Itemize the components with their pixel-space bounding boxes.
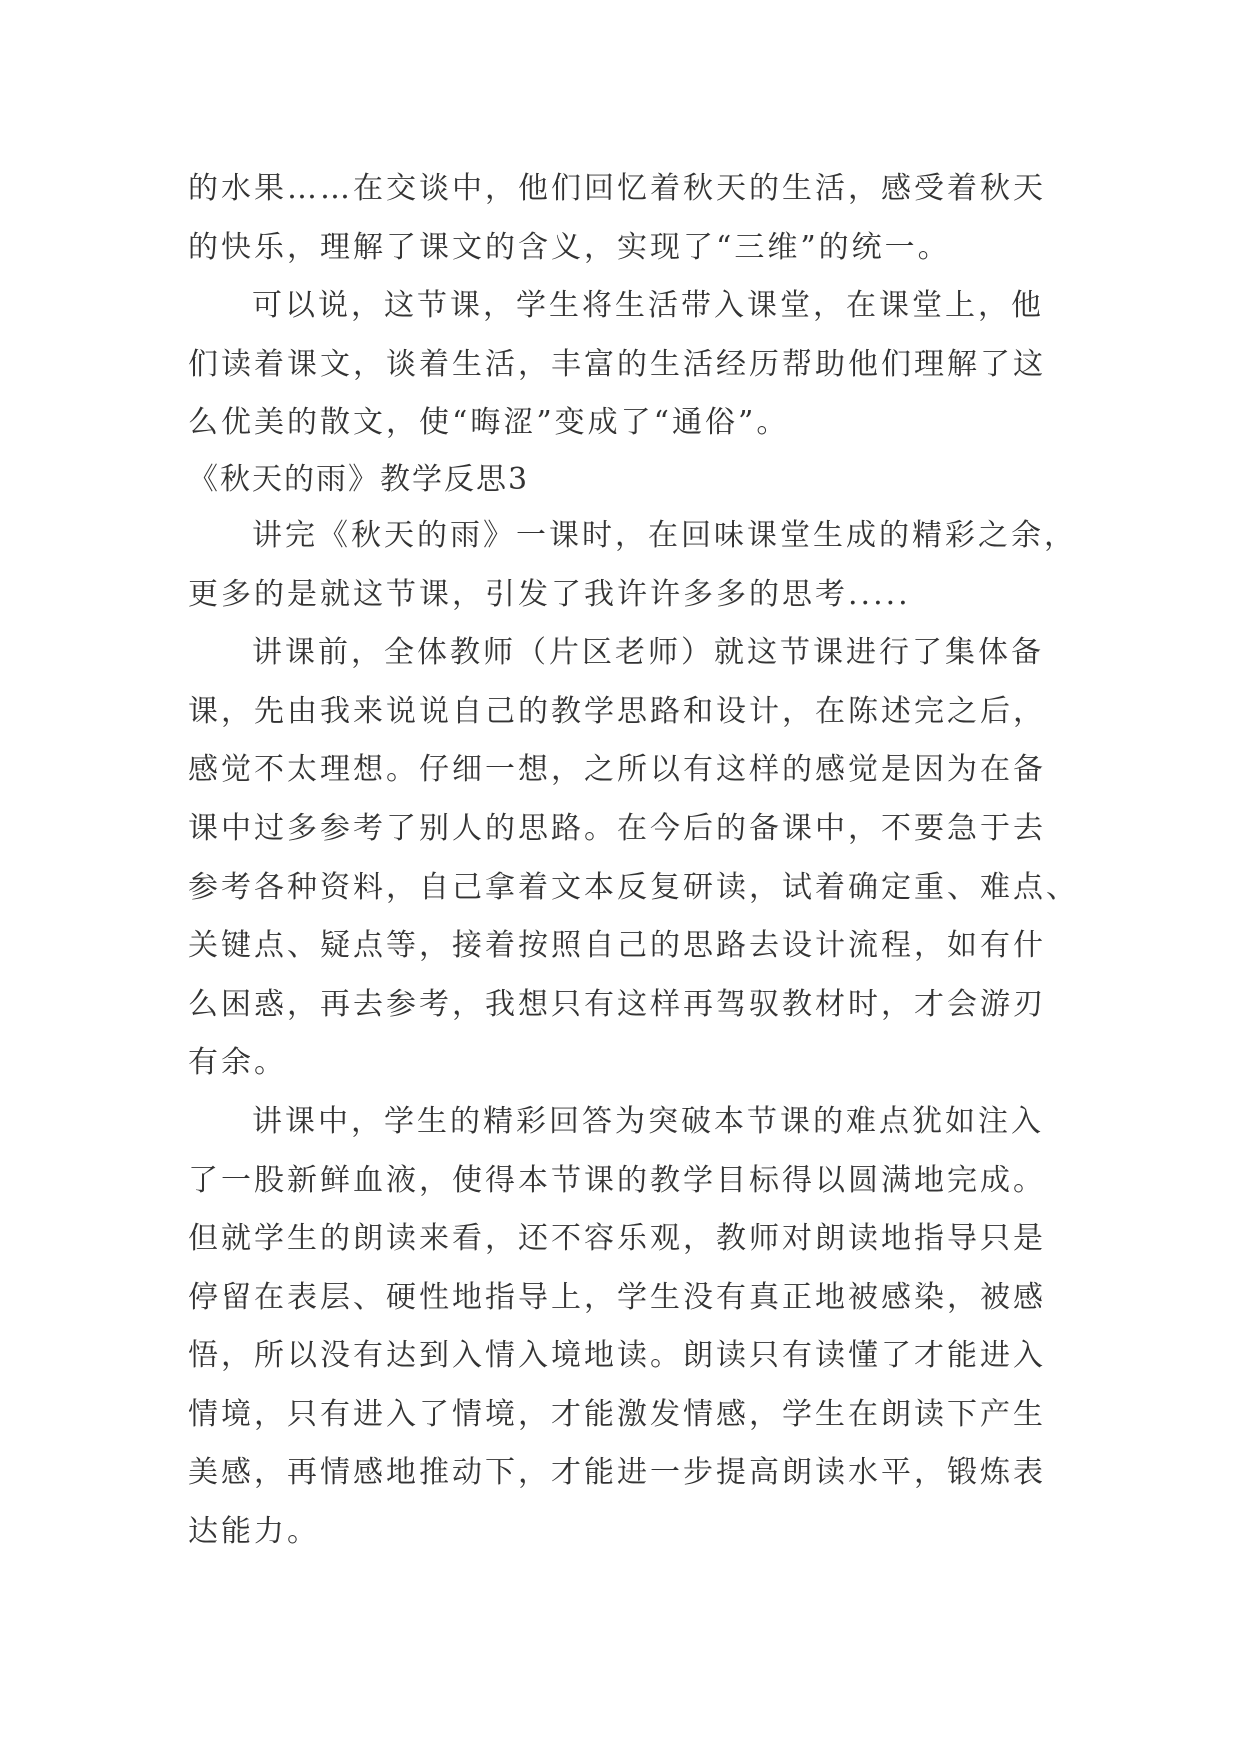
text-line: 可以说，这节课，学生将生活带入课堂，在课堂上，他 (252, 288, 1044, 324)
paragraph (188, 507, 1077, 624)
text-line: 但就学生的朗读来看，还不容乐观，教师对朗读地指导只是 (188, 1221, 1046, 1257)
text-line: 参考各种资料，自己拿着文本反复研读，试着确定重、难点、 (188, 869, 1079, 905)
text-line: 情境，只有进入了情境，才能激发情感，学生在朗读下产生 (188, 1396, 1046, 1432)
text-line: 美感，再情感地推动下，才能进一步提高朗读水平，锻炼表 (188, 1455, 1046, 1491)
text-line: 的水果……在交谈中，他们回忆着秋天的生活，感受着秋天 (188, 171, 1046, 206)
text-line: 悟，所以没有达到入情入境地读。朗读只有读懂了才能进入 (188, 1338, 1046, 1374)
text-line: 讲课前，全体教师（片区老师）就这节课进行了集体备 (252, 635, 1044, 671)
text-line: 么优美的散文，使“晦涩”变成了“通俗”。 (188, 405, 790, 441)
paragraph (188, 277, 1068, 453)
document-body (188, 160, 1079, 1562)
text-line: 达能力。 (188, 1514, 320, 1550)
section-heading (188, 453, 1068, 507)
text-line: 们读着课文，谈着生活，丰富的生活经历帮助他们理解了这 (188, 346, 1046, 382)
text-line: 有余。 (188, 1045, 287, 1081)
text-line: 更多的是就这节课，引发了我许许多多的思考..... (188, 576, 911, 612)
text-line: 讲完《秋天的雨》一课时，在回味课堂生成的精彩之余， (252, 517, 1077, 553)
paragraph (188, 160, 1068, 277)
text-line: 么困惑，再去参考，我想只有这样再驾驭教材时，才会游刃 (188, 986, 1046, 1022)
text-line: 讲课中，学生的精彩回答为突破本节课的难点犹如注入 (252, 1103, 1044, 1139)
paragraph (188, 624, 1079, 1093)
section-title: 《秋天的雨》教学反思3 (188, 461, 530, 497)
text-line: 停留在表层、硬性地指导上，学生没有真正地被感染，被感 (188, 1279, 1046, 1315)
text-line: 课中过多参考了别人的思路。在今后的备课中，不要急于去 (188, 810, 1046, 846)
text-line: 感觉不太理想。仔细一想，之所以有这样的感觉是因为在备 (188, 752, 1046, 788)
text-line: 了一股新鲜血液，使得本节课的教学目标得以圆满地完成。 (188, 1162, 1046, 1198)
text-line: 关键点、疑点等，接着按照自己的思路去设计流程，如有什 (188, 928, 1046, 964)
text-line: 的快乐，理解了课文的含义，实现了“三维”的统一。 (188, 229, 951, 265)
paragraph (188, 1093, 1068, 1562)
text-line: 课，先由我来说说自己的教学思路和设计，在陈述完之后， (188, 693, 1046, 729)
